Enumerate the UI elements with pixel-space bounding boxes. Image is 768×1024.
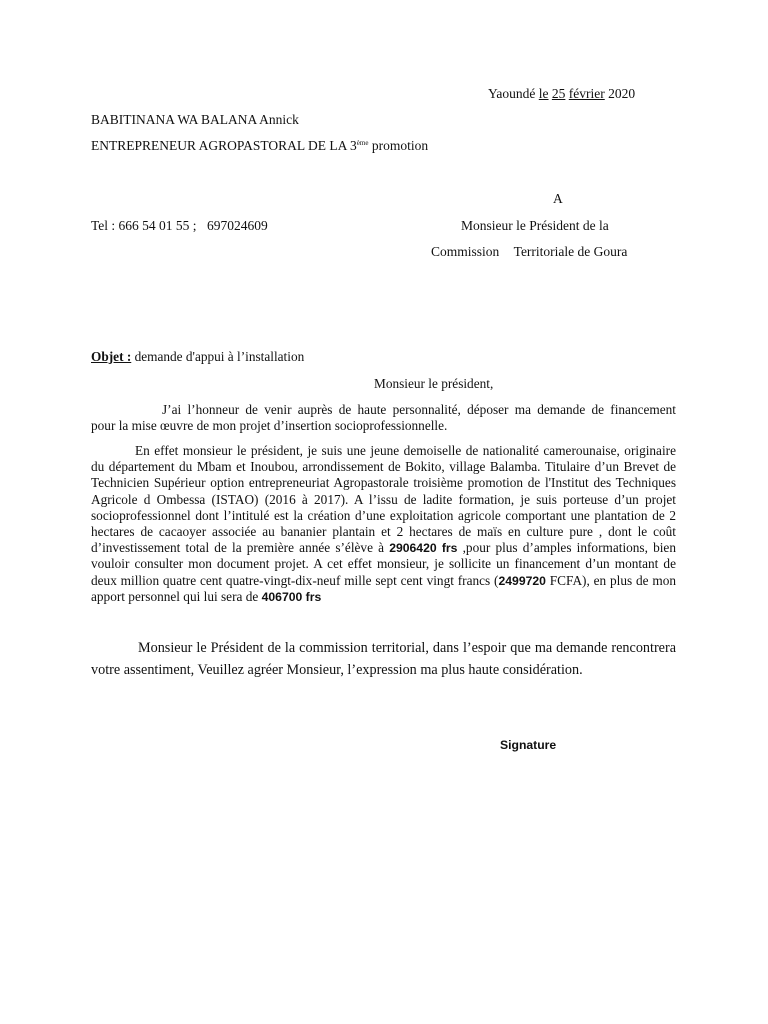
subject-line bbox=[91, 349, 304, 365]
sender-title-sup: ème bbox=[356, 139, 369, 147]
paragraph-2-text-b: ,pour plus d’amples informations, bien vouloir consulter mon document projet. A cet effet monsieur, je sollicite un financement d’un montant de deux million quatre cent quatre-vingt-dix-neuf mille sept cent vingt francs ( bbox=[91, 540, 676, 588]
paragraph-2 bbox=[91, 443, 676, 605]
sender-phone bbox=[91, 218, 268, 234]
recipient-line2-part1: Commission bbox=[431, 244, 500, 259]
signature-label: Signature bbox=[500, 738, 557, 752]
paragraph-1-line-2: pour la mise œuvre de mon projet d’insertion socioprofessionnelle. bbox=[91, 418, 448, 434]
recipient-line2 bbox=[431, 244, 627, 260]
sender-title bbox=[91, 138, 428, 154]
date-city: Yaoundé bbox=[488, 86, 536, 101]
paragraph-2-text-a: En effet monsieur le président, je suis une jeune demoiselle de nationalité camerounaise, originaire du département du Mbam et Inoubou, arrondissement de Bokito, village Balamba. Titulaire d’un Brevet de Technicien Supérieur option entrepreneuriat Agropastorale troisième promotion de l'Institut des Techniques Agricole d Ombessa (ISTAO) (2016 à 2017). A l’issu de ladite formation, je suis porteuse d’un projet socioprofessionnel dont l’intitulé est la création d’une exploitation agricole comportant une plantation de 2 hectares de cacaoyer associée au bananier plantain et 2 hectares de maïs en culture pure , dont le coût d’investissement total de la première année s’élève à bbox=[91, 443, 676, 556]
subject-text: demande d'appui à l’installation bbox=[134, 349, 305, 364]
paragraph-1 bbox=[91, 402, 676, 434]
subject-label: Objet : bbox=[91, 349, 132, 364]
amount-requested: 2499720 bbox=[498, 573, 546, 588]
date-year: 2020 bbox=[608, 86, 636, 101]
sender-name: BABITINANA WA BALANA Annick bbox=[91, 112, 299, 127]
sender-title-main: ENTREPRENEUR AGROPASTORAL DE LA 3 bbox=[91, 138, 357, 153]
recipient-line1: Monsieur le Président de la bbox=[461, 218, 609, 233]
phone-secondary: 697024609 bbox=[206, 218, 268, 233]
paragraph-2-text-c: FCFA), en plus de mon apport personnel qui lui sera de bbox=[91, 572, 676, 604]
sender-title-end: promotion bbox=[371, 138, 429, 153]
paragraph-3: Monsieur le Président de la commission territorial, dans l’espoir que ma demande rencontrera votre assentiment, Veuillez agréer Monsieur, l’expression ma plus haute considération. bbox=[91, 640, 676, 678]
date-month: février bbox=[568, 86, 605, 101]
amount-total: 2906420 frs bbox=[389, 541, 458, 556]
phone-primary: Tel : 666 54 01 55 ; bbox=[91, 218, 197, 233]
recipient-a: A bbox=[553, 191, 563, 206]
date-le: le bbox=[538, 86, 549, 101]
amount-personal: 406700 frs bbox=[261, 589, 322, 604]
paragraph-1-line-1: J’ai l’honneur de venir auprès de haute personnalité, déposer ma demande de financement bbox=[162, 402, 676, 417]
salutation: Monsieur le président, bbox=[374, 376, 494, 391]
date-day: 25 bbox=[551, 86, 566, 101]
recipient-line2-part2: Territoriale de Goura bbox=[513, 244, 628, 259]
date-line bbox=[488, 86, 635, 102]
